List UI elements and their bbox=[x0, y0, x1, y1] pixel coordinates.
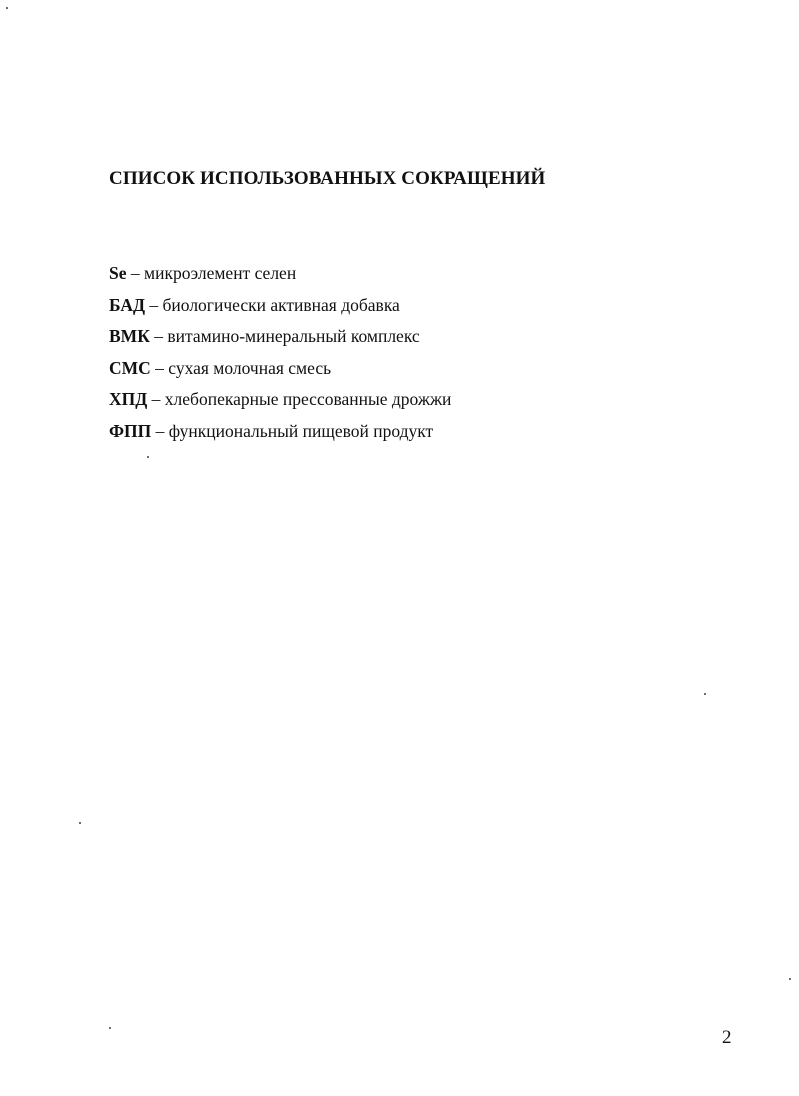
abbreviation-definition: биологически активная добавка bbox=[162, 294, 400, 315]
scan-speck bbox=[704, 693, 706, 695]
abbreviation-separator: – bbox=[149, 326, 168, 346]
abbreviation-separator: – bbox=[147, 389, 165, 409]
abbreviation-definition: витамино-минеральный комплекс bbox=[167, 326, 420, 346]
abbreviation-item-se bbox=[109, 262, 451, 294]
abbreviation-definition: сухая молочная смесь bbox=[168, 357, 332, 378]
abbreviation-separator: – bbox=[151, 420, 169, 441]
abbreviation-separator: – bbox=[150, 357, 169, 378]
abbreviation-term: ВМК bbox=[109, 326, 150, 346]
abbreviation-item-vmk bbox=[109, 325, 451, 357]
abbreviation-term: ХПД bbox=[109, 389, 148, 409]
scan-speck bbox=[6, 7, 8, 9]
abbreviation-separator: – bbox=[126, 263, 144, 283]
scan-speck bbox=[109, 1027, 111, 1029]
abbreviation-definition: микроэлемент селен bbox=[144, 263, 297, 283]
scan-speck bbox=[79, 822, 81, 824]
abbreviation-term: СМС bbox=[109, 357, 151, 378]
scan-speck bbox=[789, 978, 791, 980]
page-number: 2 bbox=[722, 1027, 732, 1048]
abbreviation-term: Se bbox=[109, 263, 127, 283]
abbreviation-item-bad bbox=[109, 294, 451, 326]
abbreviation-item-fpp bbox=[109, 420, 451, 452]
scan-speck bbox=[147, 456, 149, 458]
abbreviation-definition: функциональный пищевой продукт bbox=[168, 420, 434, 441]
abbreviation-item-sms bbox=[109, 357, 451, 389]
abbreviation-term: ФПП bbox=[109, 420, 152, 441]
abbreviation-item-hpd bbox=[109, 388, 451, 420]
abbreviation-separator: – bbox=[145, 294, 163, 315]
abbreviation-definition: хлебопекарные прессованные дрожжи bbox=[164, 389, 452, 409]
abbreviation-list bbox=[109, 262, 451, 451]
abbreviation-term: БАД bbox=[109, 294, 146, 315]
page-title: СПИСОК ИСПОЛЬЗОВАННЫХ СОКРАЩЕНИЙ bbox=[109, 168, 546, 189]
